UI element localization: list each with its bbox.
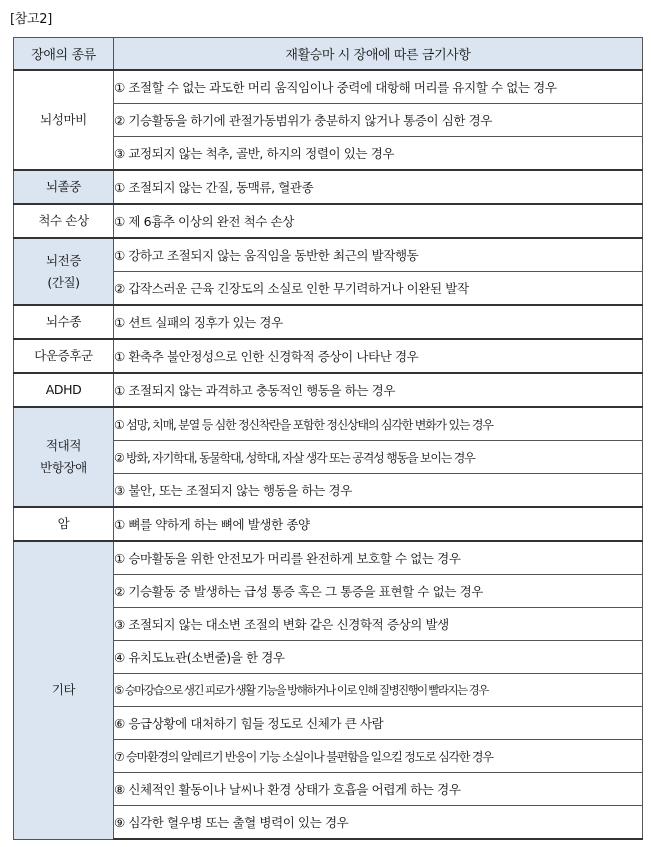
category-cell: ADHD — [14, 373, 114, 407]
category-cell: 다운증후군 — [14, 339, 114, 373]
item-cell: ① 승마활동을 위한 안전모가 머리를 완전하게 보호할 수 없는 경우 — [114, 541, 643, 575]
item-cell: ① 제 6흉추 이상의 완전 척수 손상 — [114, 204, 643, 238]
header-contraindications: 재활승마 시 장애에 따른 금기사항 — [114, 38, 643, 71]
item-cell: ③ 불안, 또는 조절되지 않는 행동을 하는 경우 — [114, 474, 643, 508]
contraindications-table — [13, 37, 643, 840]
item-cell: ① 뼈를 약하게 하는 뼈에 발생한 종양 — [114, 507, 643, 541]
item-cell: ⑦ 승마환경의 알레르기 반응이 기능 소실이나 불편함을 일으킬 정도로 심각한 경우 — [114, 740, 643, 773]
item-cell: ② 기승활동을 하기에 관절가동범위가 충분하지 않거나 통증이 심한 경우 — [114, 104, 643, 137]
header-disability-type: 장애의 종류 — [14, 38, 114, 71]
item-cell: ⑥ 응급상황에 대처하기 힘들 정도로 신체가 큰 사람 — [114, 707, 643, 740]
item-cell: ① 환축추 불안정성으로 인한 신경학적 증상이 나타난 경우 — [114, 339, 643, 373]
category-cell: 뇌성마비 — [14, 70, 114, 170]
item-cell: ② 기승활동 중 발생하는 급성 통증 혹은 그 통증을 표현할 수 없는 경우 — [114, 575, 643, 608]
item-cell: ① 션트 실패의 징후가 있는 경우 — [114, 305, 643, 339]
item-cell: ⑤ 승마강습으로 생긴 피로가 생활 기능을 방해하거나 이로 인해 질병진행이 빨라지는 경우 — [114, 674, 643, 707]
category-cell: 뇌전증 (간질) — [14, 238, 114, 305]
item-cell: ③ 조절되지 않는 대소변 조절의 변화 같은 신경학적 증상의 발생 — [114, 608, 643, 641]
table-row — [14, 541, 643, 575]
item-cell: ① 조절할 수 없는 과도한 머리 움직임이나 중력에 대항해 머리를 유지할 수 없는 경우 — [114, 70, 643, 104]
table-row — [14, 407, 643, 441]
category-cell: 뇌졸중 — [14, 170, 114, 204]
category-cell: 적대적 반항장애 — [14, 407, 114, 507]
table-row — [14, 373, 643, 407]
item-cell: ① 조절되지 않는 과격하고 충동적인 행동을 하는 경우 — [114, 373, 643, 407]
table-row — [14, 305, 643, 339]
category-cell: 척수 손상 — [14, 204, 114, 238]
table-header-row — [14, 38, 643, 71]
table-row — [14, 507, 643, 541]
category-cell: 기타 — [14, 541, 114, 839]
table-row — [14, 204, 643, 238]
table-row — [14, 339, 643, 373]
item-cell: ③ 교정되지 않는 척추, 골반, 하지의 정렬이 있는 경우 — [114, 137, 643, 171]
item-cell: ② 방화, 자기학대, 동물학대, 성학대, 자살 생각 또는 공격성 행동을 보이는 경우 — [114, 441, 643, 474]
item-cell: ⑨ 심각한 혈우병 또는 출혈 병력이 있는 경우 — [114, 806, 643, 840]
table-row — [14, 70, 643, 104]
table-row — [14, 170, 643, 204]
item-cell: ② 갑작스러운 근육 긴장도의 소실로 인한 무기력하거나 이완된 발작 — [114, 272, 643, 306]
item-cell: ① 섬망, 치매, 분열 등 심한 정신착란을 포함한 정신상태의 심각한 변화가 있는 경우 — [114, 407, 643, 441]
item-cell: ⑧ 신체적인 활동이나 날씨나 환경 상태가 호흡을 어렵게 하는 경우 — [114, 773, 643, 806]
note-label: [참고2] — [10, 12, 53, 27]
item-cell: ④ 유치도뇨관(소변줄)을 한 경우 — [114, 641, 643, 674]
table-row — [14, 238, 643, 272]
category-cell: 암 — [14, 507, 114, 541]
category-cell: 뇌수종 — [14, 305, 114, 339]
item-cell: ① 강하고 조절되지 않는 움직임을 동반한 최근의 발작행동 — [114, 238, 643, 272]
item-cell: ① 조절되지 않는 간질, 동맥류, 혈관종 — [114, 170, 643, 204]
